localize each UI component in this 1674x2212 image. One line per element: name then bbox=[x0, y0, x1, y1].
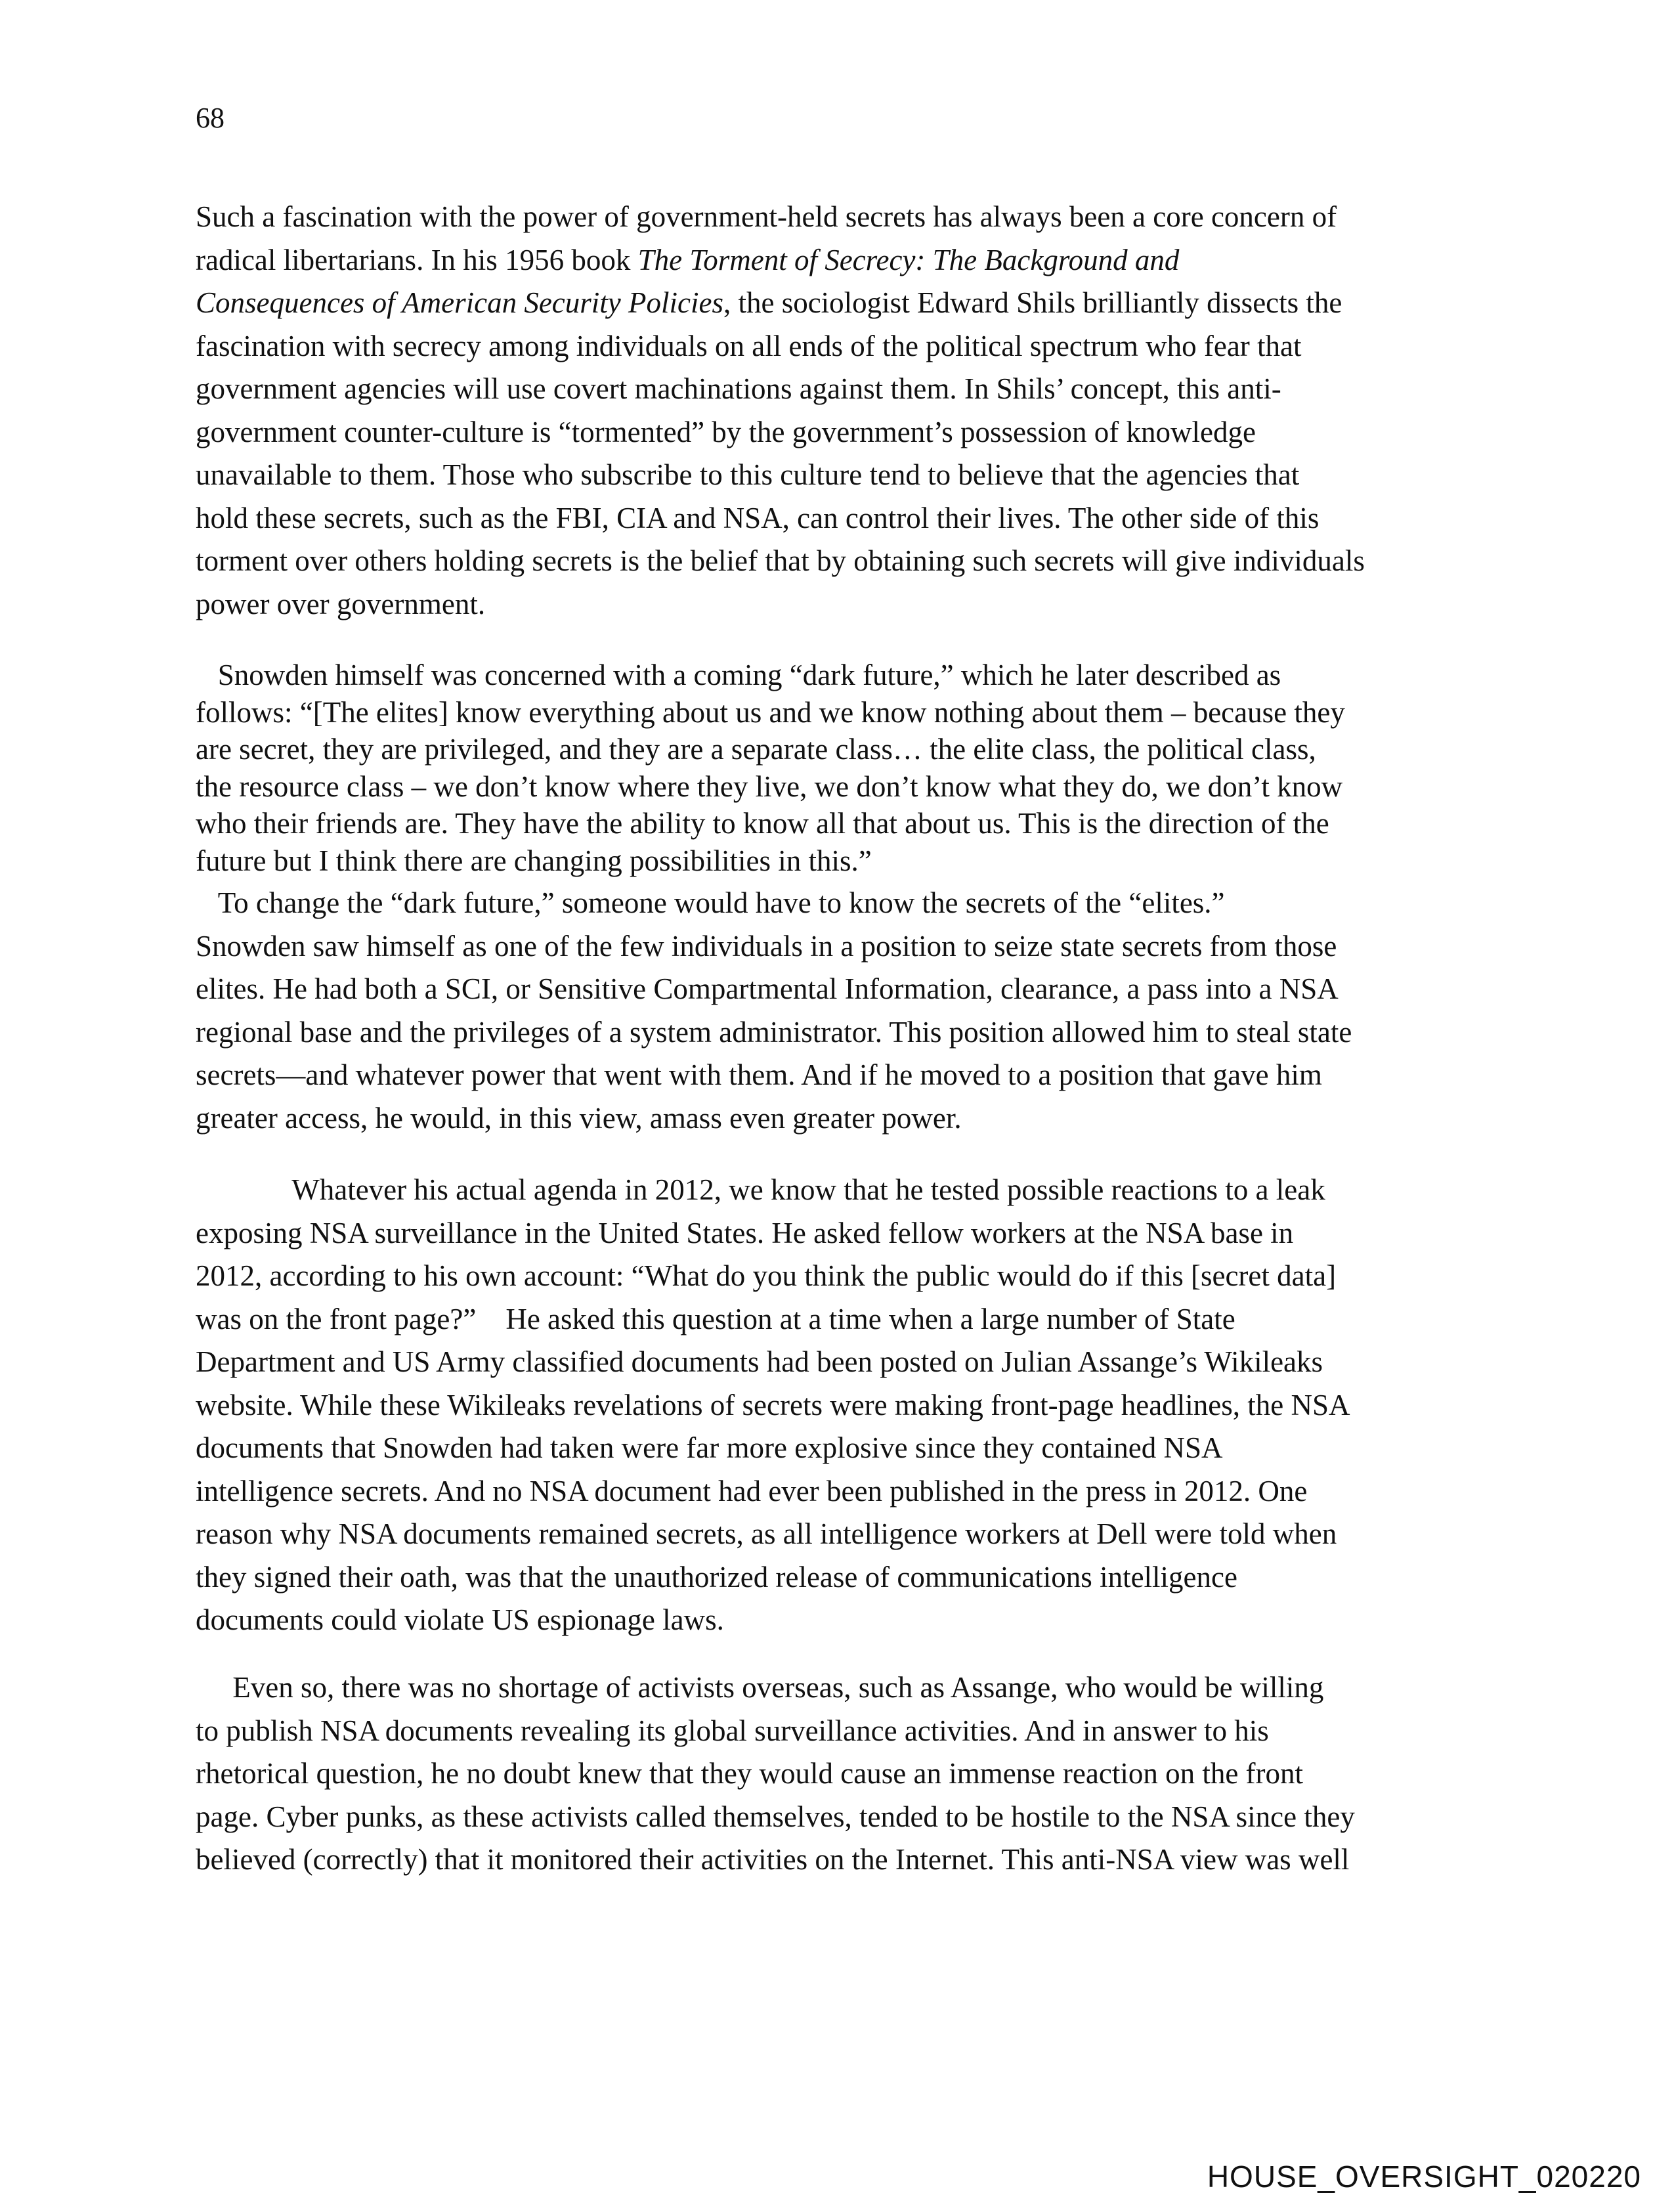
text-run: Snowden himself was concerned with a coming “dark future,” which he later described as bbox=[196, 659, 1281, 691]
text-line bbox=[196, 1752, 1482, 1796]
text-line bbox=[196, 454, 1482, 497]
text-line bbox=[196, 1556, 1482, 1599]
text-run: torment over others holding secrets is the belief that by obtaining such secrets will give individuals bbox=[196, 544, 1365, 577]
text-run: 2012, according to his own account: “What do you think the public would do if this [secret data] bbox=[196, 1259, 1337, 1292]
text-line bbox=[196, 657, 1482, 694]
text-run: Even so, there was no shortage of activists overseas, such as Assange, who would be willing bbox=[196, 1671, 1324, 1704]
paragraph-5 bbox=[196, 1666, 1482, 1882]
text-run: who their friends are. They have the ability to know all that about us. This is the direction of the bbox=[196, 807, 1329, 840]
text-line bbox=[196, 1513, 1482, 1556]
paragraph-4 bbox=[196, 1169, 1482, 1642]
book-title: The Torment of Secrecy: The Background and bbox=[637, 243, 1180, 276]
paragraph-2 bbox=[196, 657, 1482, 880]
text-run: government counter-culture is “tormented” by the government’s possession of knowledge bbox=[196, 415, 1256, 448]
text-run: Such a fascination with the power of government-held secrets has always been a core concern of bbox=[196, 200, 1337, 233]
text-run: government agencies will use covert machinations against them. In Shils’ concept, this anti- bbox=[196, 372, 1281, 405]
text-run: rhetorical question, he no doubt knew that they would cause an immense reaction on the front bbox=[196, 1757, 1304, 1790]
book-title: Consequences of American Security Policies bbox=[196, 286, 723, 319]
text-run: follows: “[The elites] know everything about us and we know nothing about them – because they bbox=[196, 695, 1345, 729]
text-run: reason why NSA documents remained secrets, as all intelligence workers at Dell were told when bbox=[196, 1517, 1337, 1550]
text-run: fascination with secrecy among individuals on all ends of the political spectrum who fear that bbox=[196, 329, 1302, 362]
text-run: Snowden saw himself as one of the few individuals in a position to seize state secrets from those bbox=[196, 929, 1337, 963]
text-line bbox=[196, 540, 1482, 583]
text-line bbox=[196, 1011, 1482, 1054]
text-line bbox=[196, 768, 1482, 806]
text-run: documents could violate US espionage laws. bbox=[196, 1603, 724, 1636]
text-run: power over government. bbox=[196, 587, 486, 620]
text-run: regional base and the privileges of a system administrator. This position allowed him to steal state bbox=[196, 1015, 1352, 1049]
text-run: are secret, they are privileged, and they are a separate class… the elite class, the political class, bbox=[196, 733, 1316, 766]
text-line bbox=[196, 368, 1482, 411]
text-line bbox=[196, 282, 1482, 325]
text-line bbox=[196, 925, 1482, 968]
text-run: website. While these Wikileaks revelations of secrets were making front-page headlines, the NSA bbox=[196, 1388, 1350, 1421]
text-run: , the sociologist Edward Shils brilliantly dissects the bbox=[723, 286, 1342, 319]
paragraph-1 bbox=[196, 196, 1482, 626]
text-run: page. Cyber punks, as these activists called themselves, tended to be hostile to the NSA since they bbox=[196, 1800, 1355, 1833]
text-line bbox=[196, 196, 1482, 239]
text-line bbox=[196, 1255, 1482, 1298]
text-run: hold these secrets, such as the FBI, CIA and NSA, can control their lives. The other side of this bbox=[196, 501, 1320, 534]
text-line bbox=[196, 805, 1482, 842]
text-line bbox=[196, 1341, 1482, 1384]
text-line bbox=[196, 968, 1482, 1011]
text-line bbox=[196, 1666, 1482, 1710]
text-line bbox=[196, 1384, 1482, 1427]
text-run: the resource class – we don’t know where they live, we don’t know what they do, we don’t know bbox=[196, 770, 1343, 803]
text-run: was on the front page?” He asked this question at a time when a large number of State bbox=[196, 1302, 1235, 1335]
text-line bbox=[196, 1470, 1482, 1513]
text-line bbox=[196, 583, 1482, 626]
text-line bbox=[196, 1054, 1482, 1097]
text-run: radical libertarians. In his 1956 book bbox=[196, 243, 638, 276]
text-run: Whatever his actual agenda in 2012, we know that he tested possible reactions to a leak bbox=[196, 1173, 1325, 1206]
text-line bbox=[196, 1599, 1482, 1642]
text-line bbox=[196, 1710, 1482, 1753]
text-run: documents that Snowden had taken were far more explosive since they contained NSA bbox=[196, 1431, 1223, 1464]
text-run: unavailable to them. Those who subscribe to this culture tend to believe that the agencies that bbox=[196, 458, 1300, 491]
text-run: elites. He had both a SCI, or Sensitive Compartmental Information, clearance, a pass into a NSA bbox=[196, 972, 1339, 1005]
text-line bbox=[196, 1838, 1482, 1882]
text-run: secrets—and whatever power that went with them. And if he moved to a position that gave him bbox=[196, 1058, 1322, 1091]
text-line bbox=[196, 1796, 1482, 1839]
text-run: future but I think there are changing possibilities in this.” bbox=[196, 844, 872, 877]
text-run: To change the “dark future,” someone would have to know the secrets of the “elites.” bbox=[196, 886, 1225, 919]
text-line bbox=[196, 842, 1482, 880]
page-number: 68 bbox=[196, 102, 225, 134]
text-line bbox=[196, 1097, 1482, 1140]
text-run: believed (correctly) that it monitored their activities on the Internet. This anti-NSA view was well bbox=[196, 1843, 1350, 1876]
text-line bbox=[196, 1169, 1482, 1212]
text-line bbox=[196, 694, 1482, 731]
text-line bbox=[196, 411, 1482, 454]
paragraph-3 bbox=[196, 882, 1482, 1140]
text-run: to publish NSA documents revealing its global surveillance activities. And in answer to his bbox=[196, 1714, 1269, 1747]
text-line bbox=[196, 731, 1482, 768]
text-run: exposing NSA surveillance in the United States. He asked fellow workers at the NSA base in bbox=[196, 1216, 1294, 1249]
text-line bbox=[196, 239, 1482, 282]
text-line bbox=[196, 882, 1482, 925]
text-run: intelligence secrets. And no NSA document had ever been published in the press in 2012. One bbox=[196, 1474, 1308, 1507]
text-line bbox=[196, 325, 1482, 368]
text-line bbox=[196, 1298, 1482, 1341]
bates-stamp: HOUSE_OVERSIGHT_020220 bbox=[1207, 2159, 1641, 2194]
text-run: greater access, he would, in this view, amass even greater power. bbox=[196, 1101, 962, 1135]
text-line bbox=[196, 1427, 1482, 1470]
text-line bbox=[196, 497, 1482, 540]
text-line bbox=[196, 1212, 1482, 1255]
text-run: they signed their oath, was that the unauthorized release of communications intelligence bbox=[196, 1560, 1237, 1594]
text-run: Department and US Army classified documents had been posted on Julian Assange’s Wikileaks bbox=[196, 1345, 1323, 1378]
